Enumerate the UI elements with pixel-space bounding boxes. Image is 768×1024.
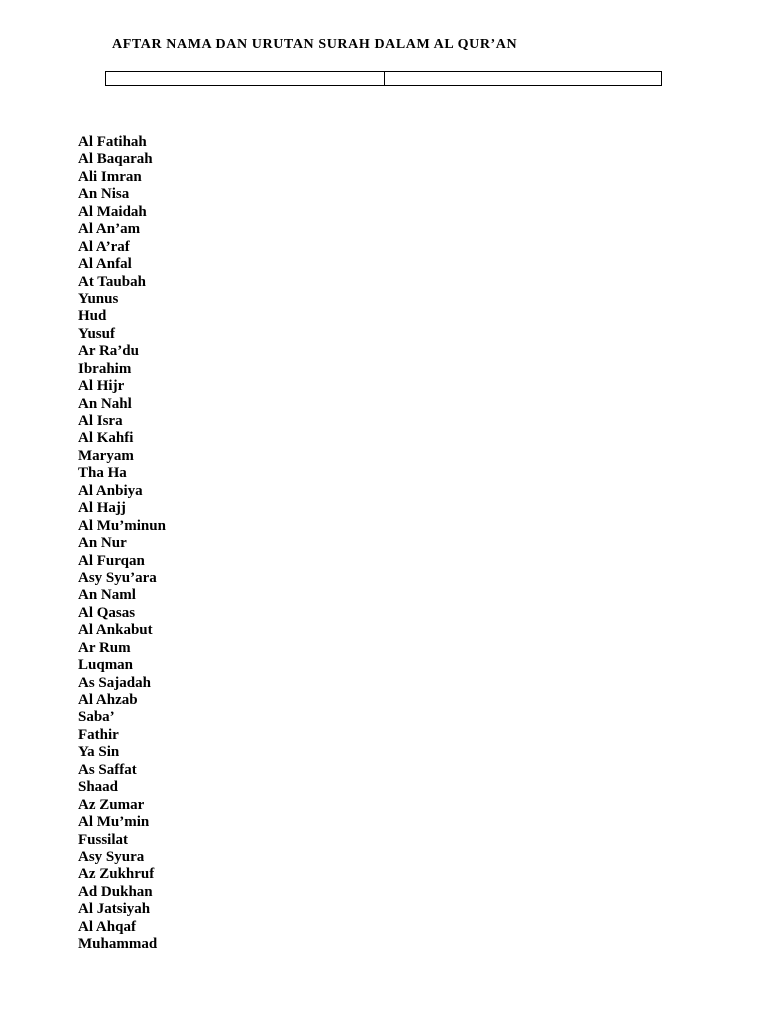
- surah-list-item: Az Zukhruf: [78, 866, 155, 883]
- surah-list-item: Ar Ra’du: [78, 343, 139, 360]
- surah-list-item: At Taubah: [78, 273, 146, 290]
- surah-list-item: Muhammad: [78, 936, 158, 953]
- surah-list-item: Al Isra: [78, 413, 123, 429]
- surah-list-item: Al Hajj: [78, 500, 126, 517]
- surah-list: [78, 134, 166, 954]
- surah-list-item: As Saffat: [78, 761, 137, 778]
- surah-list-item: Al Ahzab: [78, 692, 138, 708]
- header-table: [105, 71, 662, 86]
- surah-list-item: Al Mu’minun: [78, 517, 166, 534]
- surah-list-item: Ya Sin: [78, 744, 120, 761]
- surah-list-item: An Nahl: [78, 395, 132, 412]
- surah-list-item: Luqman: [78, 657, 134, 674]
- surah-list-item: Az Zumar: [78, 796, 145, 813]
- surah-list-item: Al Mu’min: [78, 814, 150, 831]
- surah-list-item: Al An’am: [78, 221, 141, 238]
- surah-list-item: Asy Syura: [78, 848, 145, 865]
- surah-list-item: Saba’: [78, 709, 115, 726]
- surah-list-item: Al Furqan: [78, 552, 145, 569]
- surah-list-item: Al Maidah: [78, 203, 147, 220]
- surah-list-item: Al A’raf: [78, 238, 130, 255]
- surah-list-item: Tha Ha: [78, 465, 127, 482]
- surah-list-item: Ibrahim: [78, 360, 132, 377]
- surah-list-item: Al Ankabut: [78, 622, 153, 639]
- surah-list-item: Shaad: [78, 779, 119, 796]
- surah-list-item: An Nisa: [78, 186, 130, 203]
- surah-list-item: Al Fatihah: [78, 134, 147, 150]
- surah-list-item: Yunus: [78, 290, 119, 307]
- surah-list-item: Al Ahqaf: [78, 918, 136, 935]
- surah-list-item: An Nur: [78, 535, 127, 552]
- surah-list-item: As Sajadah: [78, 674, 151, 691]
- surah-list-item: Ad Dukhan: [78, 883, 153, 900]
- surah-list-item: Fussilat: [78, 831, 129, 848]
- surah-list-item: Al Anfal: [78, 256, 132, 273]
- surah-list-item: Al Anbiya: [78, 482, 143, 499]
- surah-list-item: Al Kahfi: [78, 430, 134, 447]
- surah-list-item: Al Baqarah: [78, 151, 153, 168]
- surah-list-item: Al Jatsiyah: [78, 901, 151, 918]
- surah-list-item: Yusuf: [78, 325, 115, 342]
- surah-list-item: Al Qasas: [78, 604, 136, 621]
- header-table-cell-right: [385, 72, 661, 85]
- surah-list-item: Asy Syu’ara: [78, 569, 157, 586]
- surah-list-item: Ali Imran: [78, 168, 142, 185]
- surah-list-item: An Naml: [78, 587, 136, 604]
- document-title: AFTAR NAMA DAN URUTAN SURAH DALAM AL QUR’AN: [112, 37, 518, 52]
- surah-list-item: Maryam: [78, 447, 134, 464]
- surah-list-item: Ar Rum: [78, 639, 131, 656]
- header-table-cell-left: [106, 72, 385, 85]
- surah-list-item: Fathir: [78, 726, 119, 743]
- surah-list-item: Al Hijr: [78, 378, 125, 395]
- surah-list-item: Hud: [78, 308, 107, 325]
